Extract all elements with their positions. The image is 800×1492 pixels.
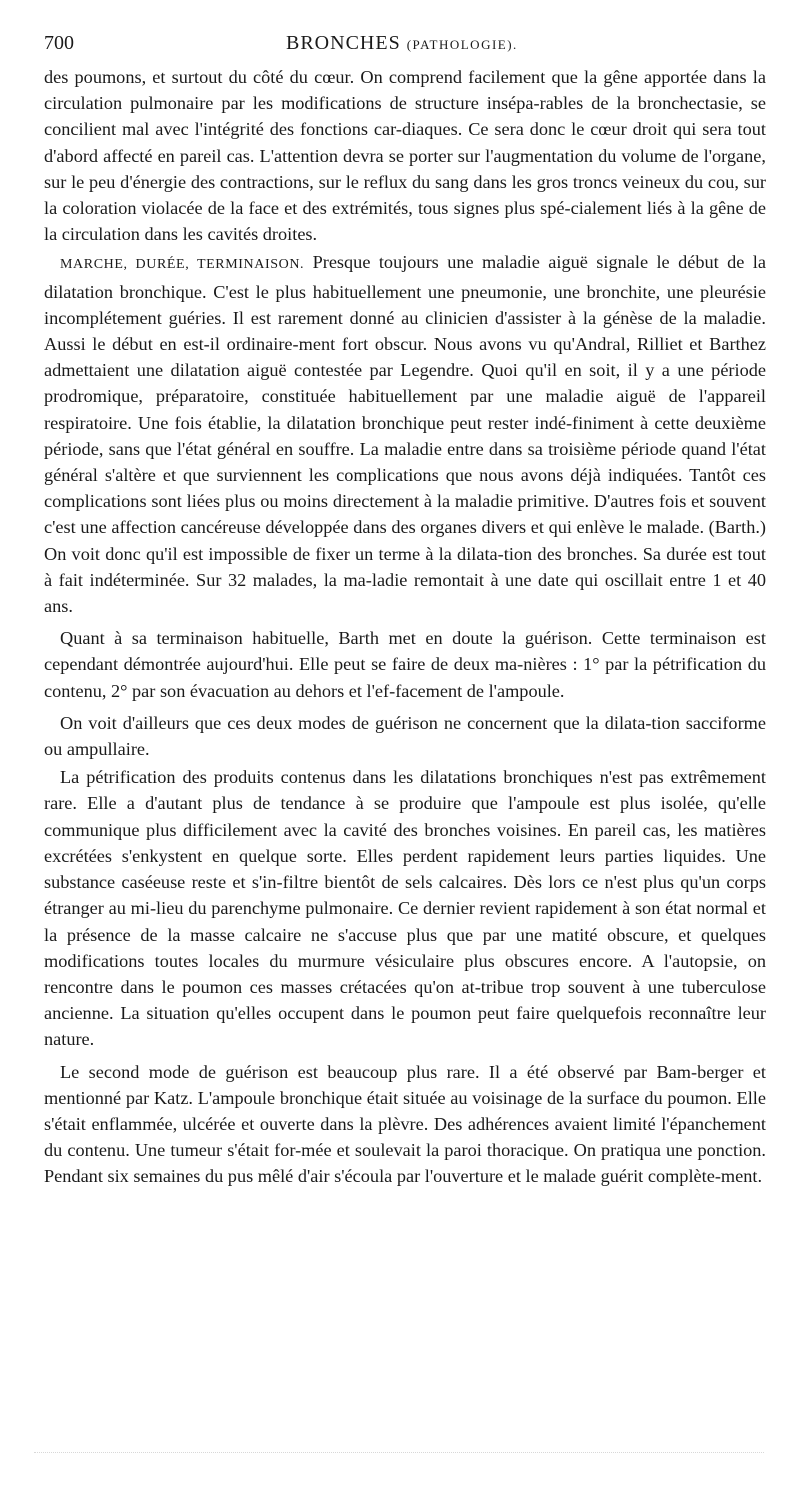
paragraph-6: Le second mode de guérison est beaucoup plus rare. Il a été observé par Bam-berger et mentionné par Katz. L'ampoule bronchique était située au voisinage de la surface du poumon. Elle s'était enflammée, ulcérée et ouverte dans la plèvre. Des adhérences avaient limité l'épanchement du contenu. Une tumeur s'était for-mée et soulevait la paroi thoracique. On pratiqua une ponction. Pendant six semaines du pus mêlé d'air s'écoula par l'ouverture et le malade guérit complète-ment.: [44, 1061, 766, 1187]
running-title-subtitle: (PATHOLOGIE).: [406, 37, 518, 52]
paragraph-3: Quant à sa terminaison habituelle, Barth met en doute la guérison. Cette terminaison est cependant démontrée aujourd'hui. Elle peut se faire de deux ma-nières : 1° par la pétrification du contenu, 2° par son évacuation au dehors et l'ef-facement de l'ampoule.: [44, 628, 766, 701]
paragraph-2: [44, 249, 766, 619]
paragraph-1: des poumons, et surtout du côté du cœur. On comprend facilement que la gêne apportée dans la circulation pulmonaire par les modifications de structure insépa-rables de la bronchectasie, se concilient mal avec l'intégrité des fonctions car-diaques. Ce sera donc le cœur droit qui sera tout d'abord affecté en pareil cas. L'attention devra se porter sur l'augmentation du volume de l'organe, sur le peu d'énergie des contractions, sur le reflux du sang dans les gros troncs veineux du cou, sur la coloration violacée de la face et des extrémités, tous signes plus spé-cialement liés à la gêne de la circulation dans les cavités droites.: [44, 67, 766, 245]
book-page: [44, 30, 766, 1192]
paragraph-5: La pétrification des produits contenus dans les dilatations bronchiques n'est pas extrêmement rare. Elle a d'autant plus de tendance à se produire que l'ampoule est plus isolée, qu'elle communique plus difficilement avec la cavité des bronches voisines. En pareil cas, les matières excrétées s'enkystent en quelque sorte. Elles perdent rapidement leurs parties liquides. Une substance caséeuse reste et s'in-filtre bientôt de sels calcaires. Dès lors ce n'est plus qu'un corps étranger au mi-lieu du parenchyme pulmonaire. Ce dernier revient rapidement à son état normal et la présence de la masse calcaire ne s'accuse plus que par une matité obscure, et quelques modifications toutes locales du murmure vésiculaire plus obscures encore. A l'autopsie, on rencontre dans le poumon ces masses crétacées qu'on at-tribue trop souvent à une tuberculose ancienne. La situation qu'elles occupent dans le poumon peut faire quelquefois reconnaître leur nature.: [44, 767, 766, 1050]
running-title: [286, 32, 518, 55]
section-heading: MARCHE, DURÉE, TERMINAISON.: [60, 257, 305, 273]
running-title-main: BRONCHES: [286, 32, 401, 54]
page-number: 700: [44, 32, 74, 54]
bottom-scan-noise: [34, 1452, 764, 1455]
paragraph-2-text: Presque toujours une maladie aiguë signale le début de la dilatation bronchique. C'est le plus habituellement une pneumonie, une bronchite, une pleurésie incomplétement guéries. Il est rarement donné au clinicien d'assister à la génèse de la maladie. Aussi le début en est-il ordinaire-ment fort obscur. Nous avons vu qu'Andral, Rilliet et Barthez admettaient une dilatation aiguë contestée par Legendre. Quoi qu'il en soit, il y a une période prodromique, préparatoire, constituée habituellement par une maladie aiguë de l'appareil respiratoire. Une fois établie, la dilatation bronchique peut rester indé-finiment à cette deuxième période, sans que l'état général en souffre. La maladie entre dans sa troisième période quand l'état général s'altère et que surviennent les complications que nous avons déjà indiquées. Tantôt ces complications sont liées plus ou moins directement à la maladie primitive. D'autres fois et souvent c'est une affection cancéreuse développée dans des organes divers et qui enlève le malade. (Barth.) On voit donc qu'il est impossible de fixer un terme à la dilata-tion des bronches. Sa durée est tout à fait indéterminée. Sur 32 malades, la ma-ladie remontait à une date qui oscillait entre 1 et 40 ans.: [44, 252, 766, 617]
paragraph-4: On voit d'ailleurs que ces deux modes de guérison ne concernent que la dilata-tion sacciforme ou ampullaire.: [44, 712, 766, 760]
running-head: [44, 30, 766, 58]
